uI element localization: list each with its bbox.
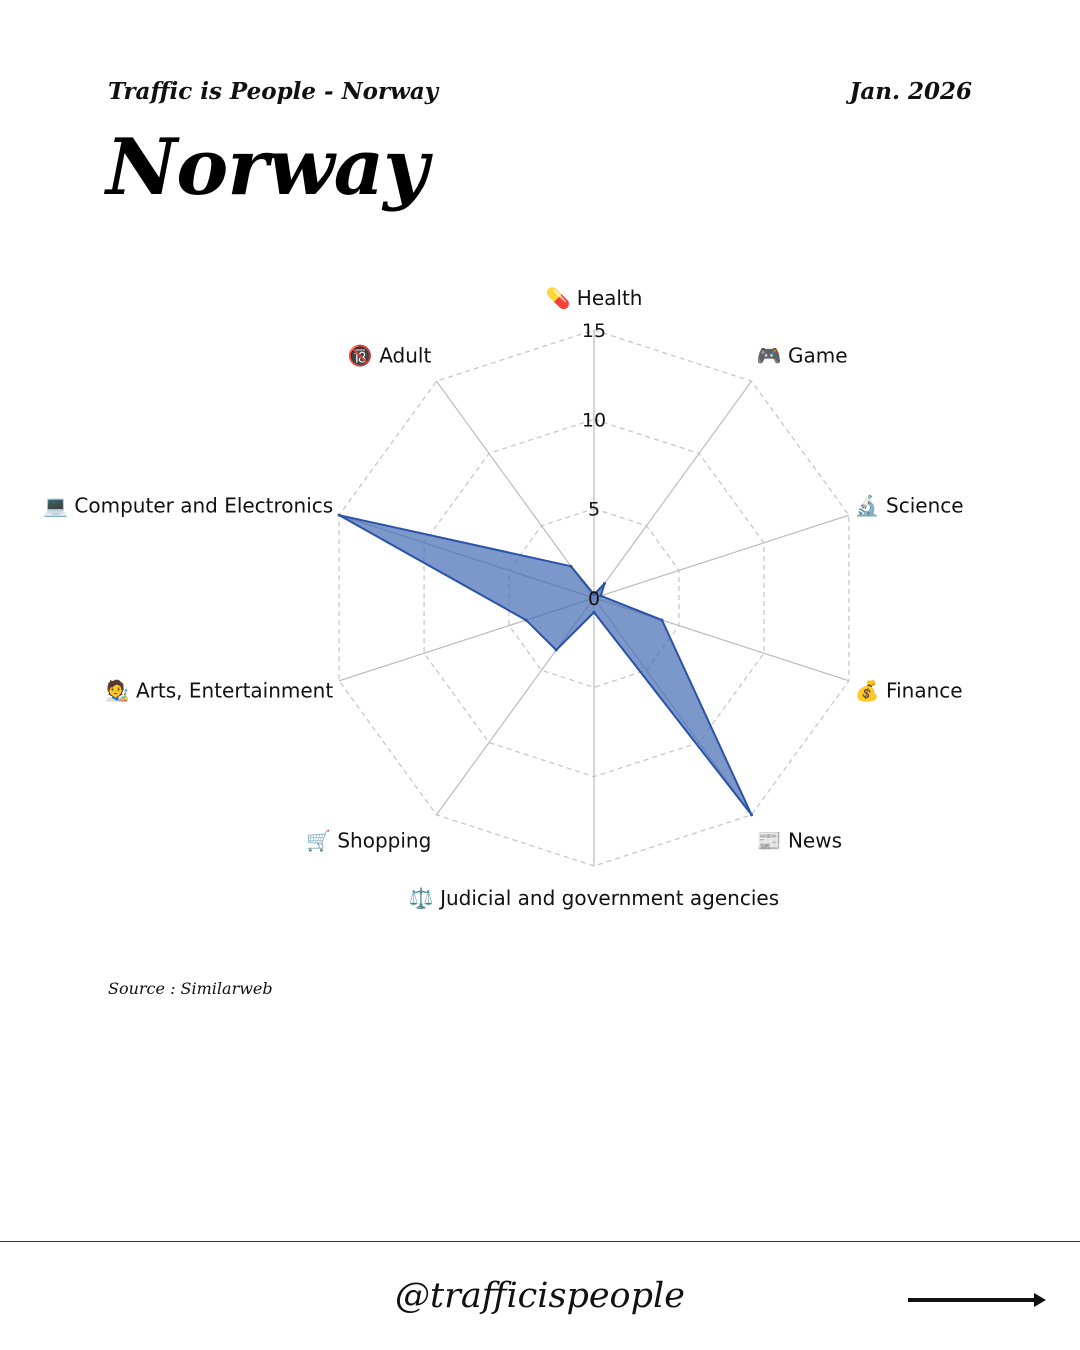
axis-label-text: News	[787, 828, 843, 853]
axis-label-news	[757, 829, 842, 853]
data-point	[569, 565, 572, 568]
data-point	[603, 582, 606, 585]
header-subtitle: Traffic is People - Norway	[108, 78, 439, 105]
social-handle[interactable]: @trafficispeople	[395, 1276, 685, 1316]
data-point	[555, 649, 558, 652]
money-bag-icon: 💰	[854, 678, 887, 703]
axis-label-computer-and-electronics	[43, 493, 333, 517]
axis-label-adult	[348, 343, 432, 367]
axis-spoke	[594, 515, 849, 598]
data-point	[750, 813, 753, 816]
footer-divider	[0, 1241, 1080, 1242]
axis-label-text: Computer and Electronics	[74, 493, 334, 518]
shopping-cart-icon: 🛒	[306, 828, 338, 853]
axis-label-text: Adult	[379, 343, 432, 368]
balance-scale-icon: ⚖️	[408, 886, 441, 910]
axis-label-science	[855, 493, 964, 517]
artist-icon: 🧑‍🎨	[104, 678, 137, 703]
axis-spoke	[594, 381, 752, 598]
axis-label-text: Health	[576, 286, 643, 310]
microscope-icon: 🔬	[854, 493, 887, 518]
axis-label-arts-entertainment	[105, 679, 334, 703]
axis-label-health	[546, 286, 643, 310]
axis-label-text: Game	[787, 343, 848, 368]
game-controller-icon: 🎮	[756, 343, 788, 368]
axis-label-shopping	[306, 829, 431, 853]
pill-icon: 💊	[545, 286, 577, 310]
axis-label-finance	[855, 679, 963, 703]
newspaper-icon: 📰	[756, 828, 788, 853]
data-point	[593, 611, 596, 614]
radial-tick-label: 10	[581, 409, 607, 432]
radial-tick-label: 0	[587, 588, 601, 610]
data-point	[338, 514, 341, 517]
next-arrow-icon[interactable]	[908, 1290, 1048, 1310]
source-note: Source : Similarweb	[108, 979, 273, 998]
radar-chart	[0, 270, 1080, 950]
radial-tick-label: 5	[587, 498, 601, 521]
axis-label-text: Shopping	[337, 828, 432, 853]
axis-label-game	[757, 343, 848, 367]
radial-tick-label: 15	[581, 320, 607, 342]
axis-label-text: Science	[886, 493, 964, 518]
laptop-icon: 💻	[43, 493, 75, 518]
axis-label-text: Finance	[886, 678, 963, 703]
page-title: Norway	[106, 122, 428, 213]
no-under-18-icon: 🔞	[347, 343, 380, 368]
header-date: Jan. 2026	[849, 78, 972, 105]
data-point	[660, 619, 663, 622]
axis-label-text: Arts, Entertainment	[136, 678, 334, 703]
axis-label-judicial-and-government-agencies	[409, 886, 779, 910]
axis-label-text: Judicial and government agencies	[440, 886, 780, 910]
data-point	[525, 619, 528, 622]
